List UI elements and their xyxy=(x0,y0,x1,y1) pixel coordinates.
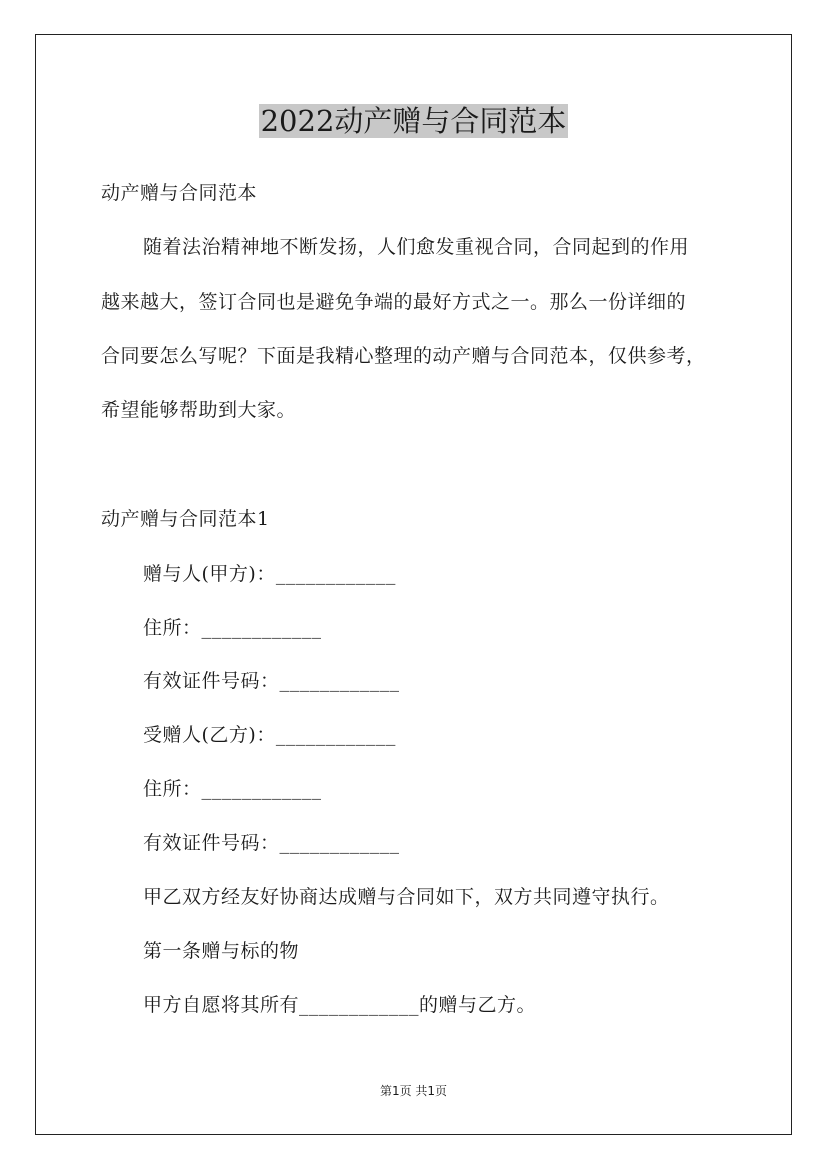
agreement-text: 甲乙双方经友好协商达成赠与合同如下，双方共同遵守执行。 xyxy=(143,886,670,908)
donee-field: 受赠人(乙方)：____________ xyxy=(143,724,396,746)
page-footer: 第1页 共1页 xyxy=(379,1084,448,1098)
donor-address-field: 住所：____________ xyxy=(143,617,322,639)
document-subtitle: 动产赠与合同范本 xyxy=(101,182,258,204)
document-title-text: 2022动产赠与合同范本 xyxy=(260,104,567,138)
donee-id-field: 有效证件号码：____________ xyxy=(143,832,400,854)
section-heading: 动产赠与合同范本1 xyxy=(101,508,270,530)
document-title xyxy=(0,100,827,142)
donor-id-field: 有效证件号码：____________ xyxy=(143,670,400,692)
intro-line-3: 合同要怎么写呢？下面是我精心整理的动产赠与合同范本，仅供参考， xyxy=(101,345,706,367)
donee-address-field: 住所：____________ xyxy=(143,778,322,800)
article-1-title: 第一条赠与标的物 xyxy=(143,940,300,962)
intro-line-2: 越来越大，签订合同也是避免争端的最好方式之一。那么一份详细的 xyxy=(101,291,687,313)
donor-field: 赠与人(甲方)：____________ xyxy=(143,563,396,585)
article-1-text: 甲方自愿将其所有____________的赠与乙方。 xyxy=(143,994,537,1016)
intro-line-4: 希望能够帮助到大家。 xyxy=(101,399,297,421)
intro-line-1: 随着法治精神地不断发扬，人们愈发重视合同，合同起到的作用 xyxy=(143,236,690,258)
